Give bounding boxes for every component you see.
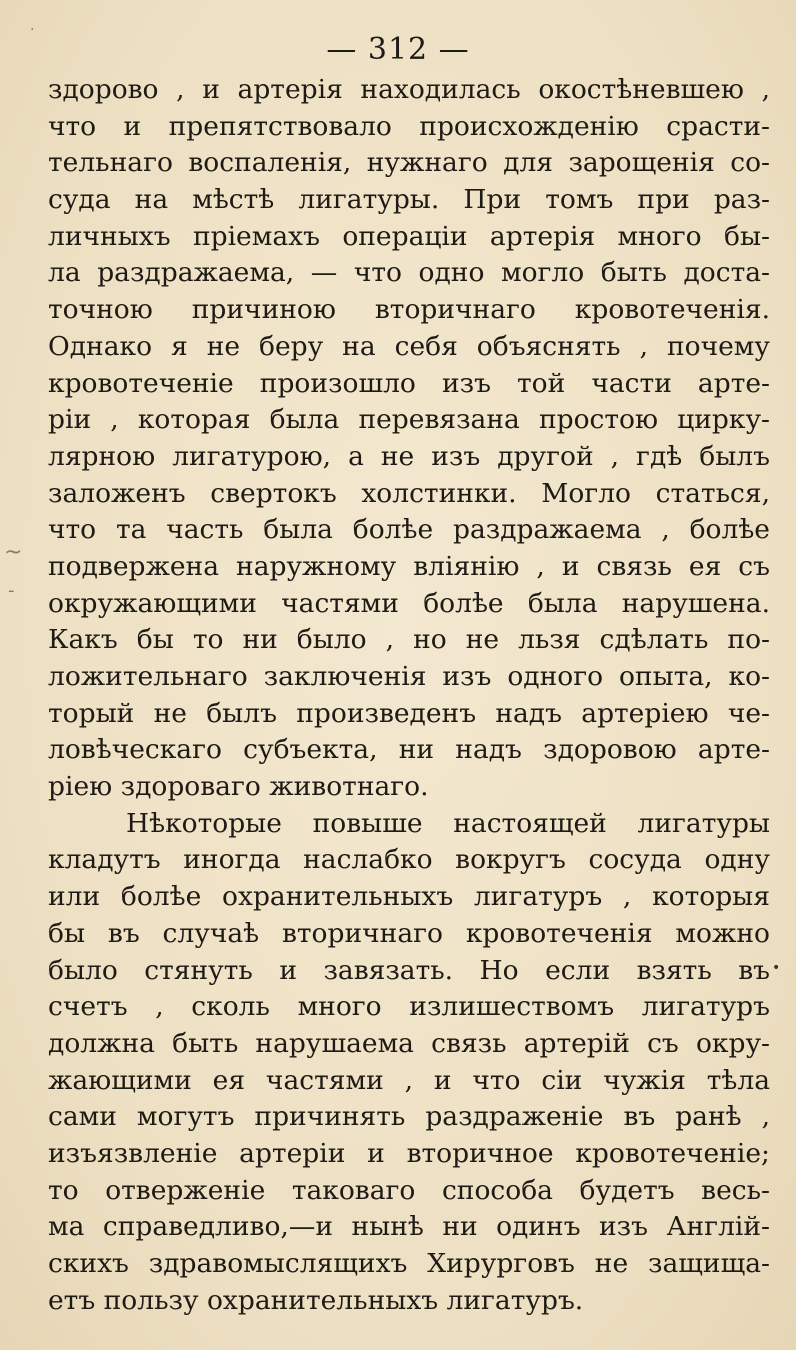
text-line: ловѣческаго субъекта, ни надъ здоровою арте- [48,734,770,766]
text-line: етъ пользу охранительныхъ лигатуръ. [48,1284,584,1316]
text-line: суда на мѣстѣ лигатуры. При томъ при раз- [48,184,770,216]
text-line: что и препятствовало происхожденію срасти- [48,110,770,142]
margin-dash-mark: ~ [4,540,23,565]
text-line: было стянуть и завязать. Но если взять въ [48,954,770,986]
text-line: личныхъ пріемахъ операціи артерія много бы- [48,220,770,252]
text-line: заложенъ свертокъ холстинки. Могло статься, [48,477,770,509]
text-line: сами могутъ причинять раздраженіе въ ранѣ , [48,1101,770,1133]
text-line: кладутъ иногда наслабко вокругъ сосуда одну [48,844,770,876]
text-line: счетъ , сколь много излишествомъ лигатуръ [48,991,770,1023]
text-line: Однако я не беру на себя объяснять , почему [48,330,770,362]
text-line: тельнаго воспаленія, нужнаго для зарощенія со- [48,147,770,179]
text-line: жающими ея частями , и что сіи чужія тѣла [48,1064,770,1096]
text-line: скихъ здравомыслящихъ Хирурговъ не защища- [48,1248,770,1279]
text-line: должна быть нарушаема связь артерій съ окру- [48,1027,770,1059]
text-line: окружающими частями болѣе была нарушена. [48,587,770,619]
text-line: ріею здороваго животнаго. [48,771,429,803]
text-line: лярною лигатурою, а не изъ другой , гдѣ былъ [48,440,770,472]
page-number: — 312 — [326,32,470,67]
text-line: подвержена наружному вліянію , и связь ея съ [48,550,770,582]
text-line: точною причиною вторичнаго кровотеченія. [48,294,770,326]
text-line: торый не былъ произведенъ надъ артеріею че- [48,697,770,729]
text-line: Нѣкоторые повыше настоящей лигатуры [126,807,770,839]
ink-speck: • [772,960,781,976]
text-line: ложительнаго заключенія изъ одного опыта, ко- [48,661,770,692]
text-line: что та часть была болѣе раздражаема , болѣе [48,514,770,546]
text-line: то отверженіе таковаго способа будетъ весь- [48,1174,770,1206]
text-line: здорово , и артерія находилась окостѣневшею , [48,74,770,105]
text-line: или болѣе охранительныхъ лигатуръ , которыя [48,881,770,913]
text-line: ла раздражаема, — что одно могло быть доста- [48,257,770,289]
text-line: изъязвленіе артеріи и вторичное кровотеченіе; [48,1137,770,1169]
text-line: кровотеченіе произошло изъ той части арте- [48,367,770,399]
text-line: бы въ случаѣ вторичнаго кровотеченія можно [48,917,770,949]
text-line: ма справедливо,—и нынѣ ни одинъ изъ Англій- [48,1211,770,1243]
margin-speck: · [30,22,35,38]
body-text [48,72,770,1319]
text-line: Какъ бы то ни было , но не льзя сдѣлать по- [48,624,770,656]
text-line: ріи , которая была перевязана простою цирку- [48,404,770,436]
margin-dash-mark: - [8,580,15,601]
